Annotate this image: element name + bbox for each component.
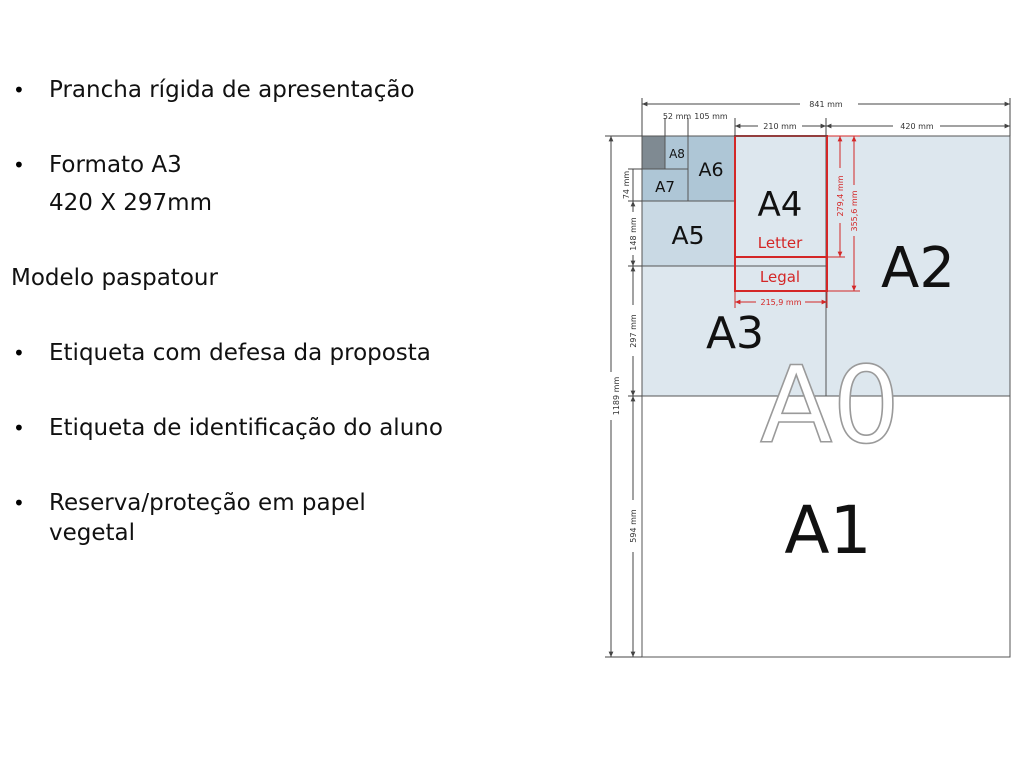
bullet-marker: • — [13, 78, 25, 102]
paper-size-diagram — [600, 90, 1024, 670]
dim-a6-width: 105 mm — [694, 112, 728, 121]
label-a7: A7 — [655, 178, 675, 196]
passe-partout-heading: Modelo paspatour — [11, 265, 218, 291]
bullet-proposal-label: Etiqueta com defesa da proposta — [49, 340, 431, 366]
dim-legal-height: 355,6 mm — [850, 190, 859, 232]
dim-a7-height: 74 mm — [622, 170, 631, 200]
bullet-marker: • — [13, 341, 25, 365]
bullet-marker: • — [13, 153, 25, 177]
label-a5: A5 — [671, 221, 705, 250]
bullet-presentation-board: Prancha rígida de apresentação — [49, 77, 415, 103]
label-a8: A8 — [669, 147, 685, 161]
bullet-student-label: Etiqueta de identificação do aluno — [49, 415, 443, 441]
dim-a8-width: 52 mm — [662, 112, 692, 121]
dim-letter-height: 279,4 mm — [836, 175, 845, 217]
label-letter: Letter — [757, 234, 803, 252]
dim-a3-height: 297 mm — [629, 314, 638, 348]
bullet-a3-dimensions: 420 X 297mm — [49, 190, 212, 216]
dim-a4-width: 210 mm — [763, 122, 797, 131]
dim-a2-width: 420 mm — [900, 122, 934, 131]
label-a6: A6 — [698, 159, 724, 181]
dim-a1-height: 594 mm — [629, 509, 638, 543]
sheet-a9-block — [642, 136, 665, 169]
paper-size-svg — [600, 90, 1024, 670]
dim-total-height: 1189 mm — [612, 376, 621, 416]
label-legal: Legal — [759, 268, 801, 286]
label-a1: A1 — [784, 492, 872, 569]
dim-a5-height: 148 mm — [629, 217, 638, 251]
label-a4: A4 — [757, 185, 803, 225]
bullet-a3-format: Formato A3 — [49, 152, 182, 178]
bullet-marker: • — [13, 491, 25, 515]
dimension-lines-left — [605, 136, 642, 657]
label-a3: A3 — [705, 308, 765, 359]
dim-total-width: 841 mm — [809, 100, 843, 109]
bullet-tracing-paper-cont: vegetal — [49, 520, 136, 546]
label-a0: A0 — [760, 344, 900, 467]
label-a2: A2 — [881, 236, 955, 301]
dim-letter-width: 215,9 mm — [760, 298, 802, 307]
bullet-marker: • — [13, 416, 25, 440]
bullet-tracing-paper: Reserva/proteção em papel — [49, 490, 366, 516]
